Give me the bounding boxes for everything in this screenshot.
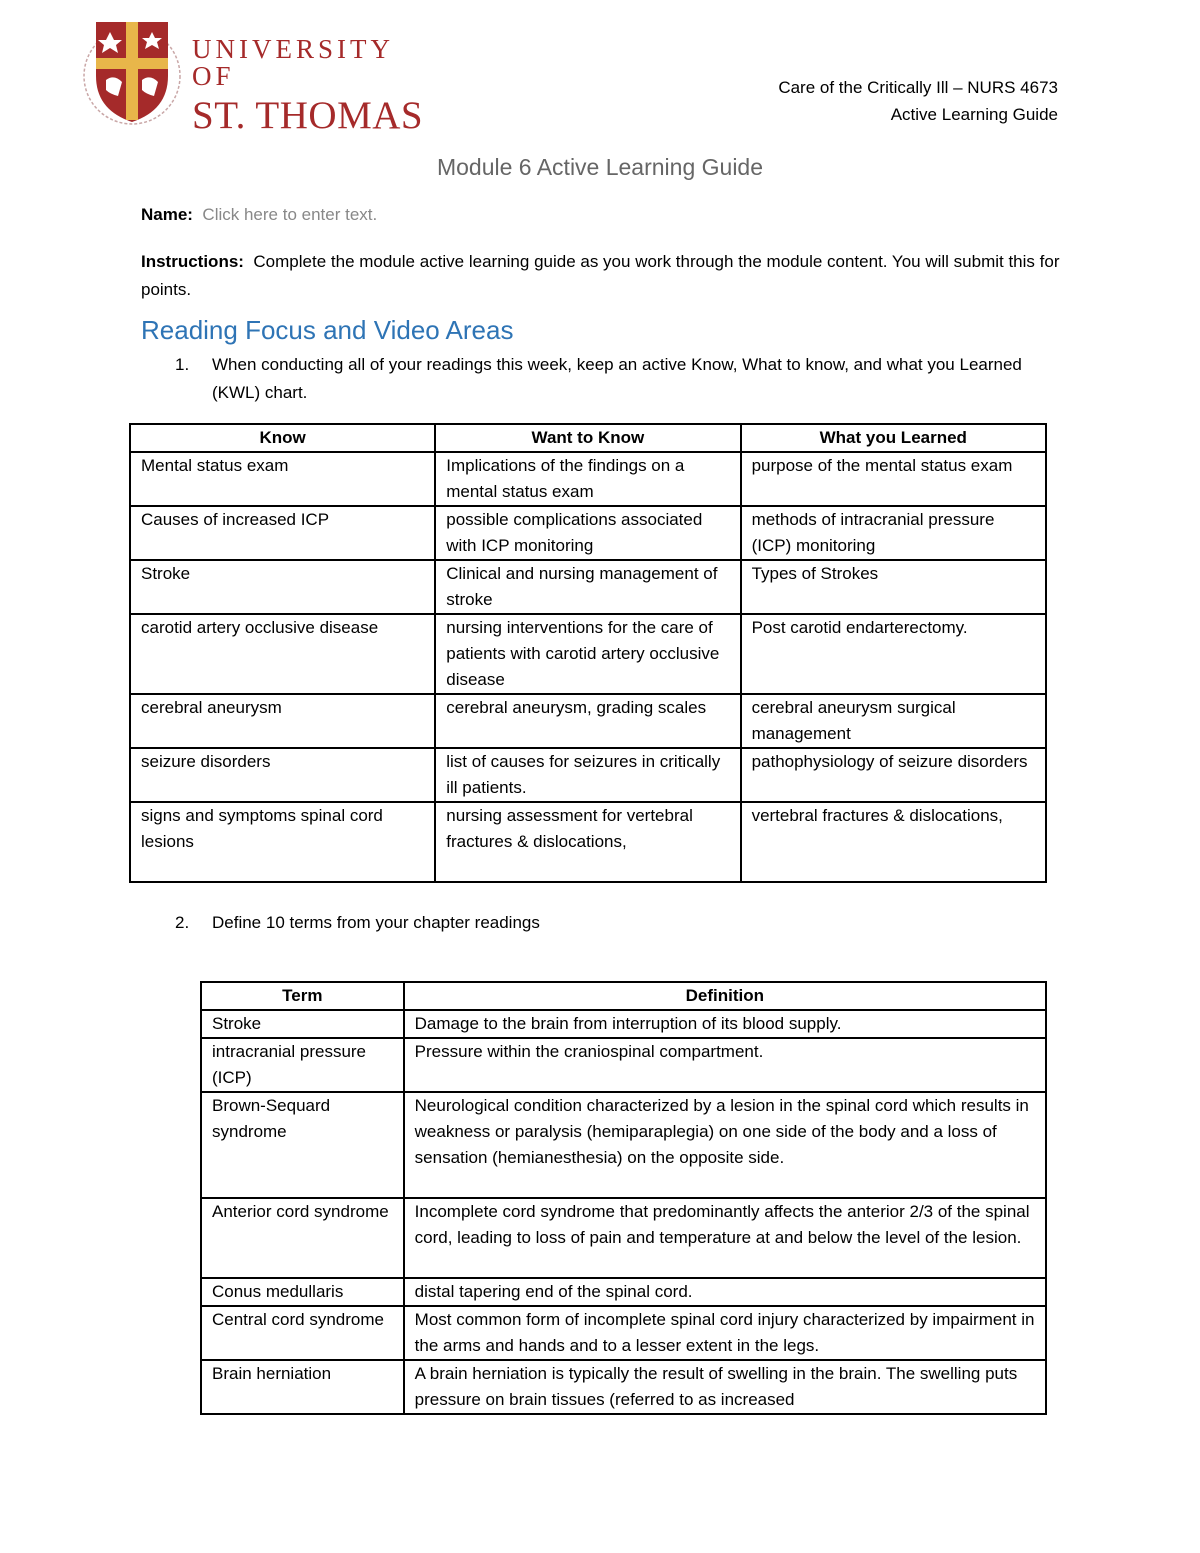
table-cell: A brain herniation is typically the result of swelling in the brain. The swelling puts pressure on brain tissues (referred to as increased: [404, 1360, 1046, 1414]
table-cell: cerebral aneurysm, grading scales: [435, 694, 740, 748]
course-title: Care of the Critically Ill – NURS 4673: [778, 78, 1058, 97]
header-want-to-know: Want to Know: [435, 424, 740, 452]
list-item: [175, 351, 1055, 411]
table-row: [201, 1038, 1046, 1092]
terms-table: [200, 981, 1047, 1415]
table-row: [201, 1092, 1046, 1198]
table-row: [201, 1278, 1046, 1306]
table-cell: Pressure within the craniospinal compartment.: [404, 1038, 1046, 1092]
table-row: [201, 1198, 1046, 1278]
table-cell: methods of intracranial pressure (ICP) monitoring: [741, 506, 1046, 560]
table-header-row: [130, 424, 1046, 452]
table-row: [130, 694, 1046, 748]
table-cell: Damage to the brain from interruption of its blood supply.: [404, 1010, 1046, 1038]
table-cell: Implications of the findings on a mental status exam: [435, 452, 740, 506]
table-cell: pathophysiology of seizure disorders: [741, 748, 1046, 802]
logo-line-st-thomas: ST. THOMAS: [192, 94, 424, 137]
table-cell: Conus medullaris: [201, 1278, 404, 1306]
header-know: Know: [130, 424, 435, 452]
table-row: [130, 560, 1046, 614]
list-item: [175, 909, 875, 939]
instructions-label: Instructions:: [141, 252, 244, 271]
table-cell: carotid artery occlusive disease: [130, 614, 435, 694]
table-cell: Mental status exam: [130, 452, 435, 506]
logo-line-university: UNIVERSITY OF: [192, 34, 393, 91]
crest-icon: [82, 18, 182, 126]
university-logo: [82, 18, 427, 137]
table-cell: purpose of the mental status exam: [741, 452, 1046, 506]
table-cell: nursing interventions for the care of patients with carotid artery occlusive disease: [435, 614, 740, 694]
table-cell: seizure disorders: [130, 748, 435, 802]
table-cell: nursing assessment for vertebral fractures & dislocations,: [435, 802, 740, 882]
table-cell: cerebral aneurysm surgical management: [741, 694, 1046, 748]
header-what-you-learned: What you Learned: [741, 424, 1046, 452]
table-cell: Incomplete cord syndrome that predominantly affects the anterior 2/3 of the spinal cord, leading to loss of pain and temperature at and below the level of the lesion.: [404, 1198, 1046, 1278]
table-cell: intracranial pressure (ICP): [201, 1038, 404, 1092]
table-cell: Neurological condition characterized by a lesion in the spinal cord which results in weakness or paralysis (hemiparaplegia) on one side of the body and a loss of sensation (hemianesthesia) on the opposite side.: [404, 1092, 1046, 1198]
table-header-row: [201, 982, 1046, 1010]
table-cell: Central cord syndrome: [201, 1306, 404, 1360]
name-label: Name:: [141, 205, 193, 224]
table-cell: Stroke: [201, 1010, 404, 1038]
table-cell: distal tapering end of the spinal cord.: [404, 1278, 1046, 1306]
table-row: [130, 506, 1046, 560]
logo-wordmark: [192, 36, 427, 135]
table-cell: possible complications associated with ICP monitoring: [435, 506, 740, 560]
table-row: [201, 1360, 1046, 1414]
guide-type: Active Learning Guide: [890, 105, 1058, 124]
table-cell: Clinical and nursing management of stroke: [435, 560, 740, 614]
page-title: Module 6 Active Learning Guide: [436, 154, 764, 180]
table-cell: Brown-Sequard syndrome: [201, 1092, 404, 1198]
table-cell: Stroke: [130, 560, 435, 614]
name-row: [141, 205, 377, 225]
list-item-text: When conducting all of your readings this week, keep an active Know, What to know, and what you Learned (KWL) chart.: [212, 355, 1022, 402]
instructions-text: Complete the module active learning guide as you work through the module content. You will submit this for points.: [141, 252, 1060, 299]
section-heading: Reading Focus and Video Areas: [141, 315, 514, 345]
list-item-number: 2.: [175, 913, 190, 932]
table-cell: cerebral aneurysm: [130, 694, 435, 748]
table-cell: Brain herniation: [201, 1360, 404, 1414]
table-row: [130, 452, 1046, 506]
name-input[interactable]: Click here to enter text.: [202, 205, 378, 224]
table-cell: Most common form of incomplete spinal cord injury characterized by impairment in the arms and hands and to a lesser extent in the legs.: [404, 1306, 1046, 1360]
table-cell: Post carotid endarterectomy.: [741, 614, 1046, 694]
table-cell: vertebral fractures & dislocations,: [741, 802, 1046, 882]
instructions: [141, 248, 1061, 304]
kwl-table: [129, 423, 1047, 883]
table-cell: list of causes for seizures in critically ill patients.: [435, 748, 740, 802]
table-cell: Types of Strokes: [741, 560, 1046, 614]
document-header: [778, 74, 1058, 128]
table-row: [201, 1010, 1046, 1038]
table-row: [201, 1306, 1046, 1360]
table-cell: Anterior cord syndrome: [201, 1198, 404, 1278]
list-item-number: 1.: [175, 355, 190, 374]
table-cell: Causes of increased ICP: [130, 506, 435, 560]
list-item-text: Define 10 terms from your chapter readings: [212, 913, 540, 932]
header-definition: Definition: [404, 982, 1046, 1010]
table-row: [130, 802, 1046, 882]
header-term: Term: [201, 982, 404, 1010]
table-row: [130, 614, 1046, 694]
table-cell: signs and symptoms spinal cord lesions: [130, 802, 435, 882]
table-row: [130, 748, 1046, 802]
